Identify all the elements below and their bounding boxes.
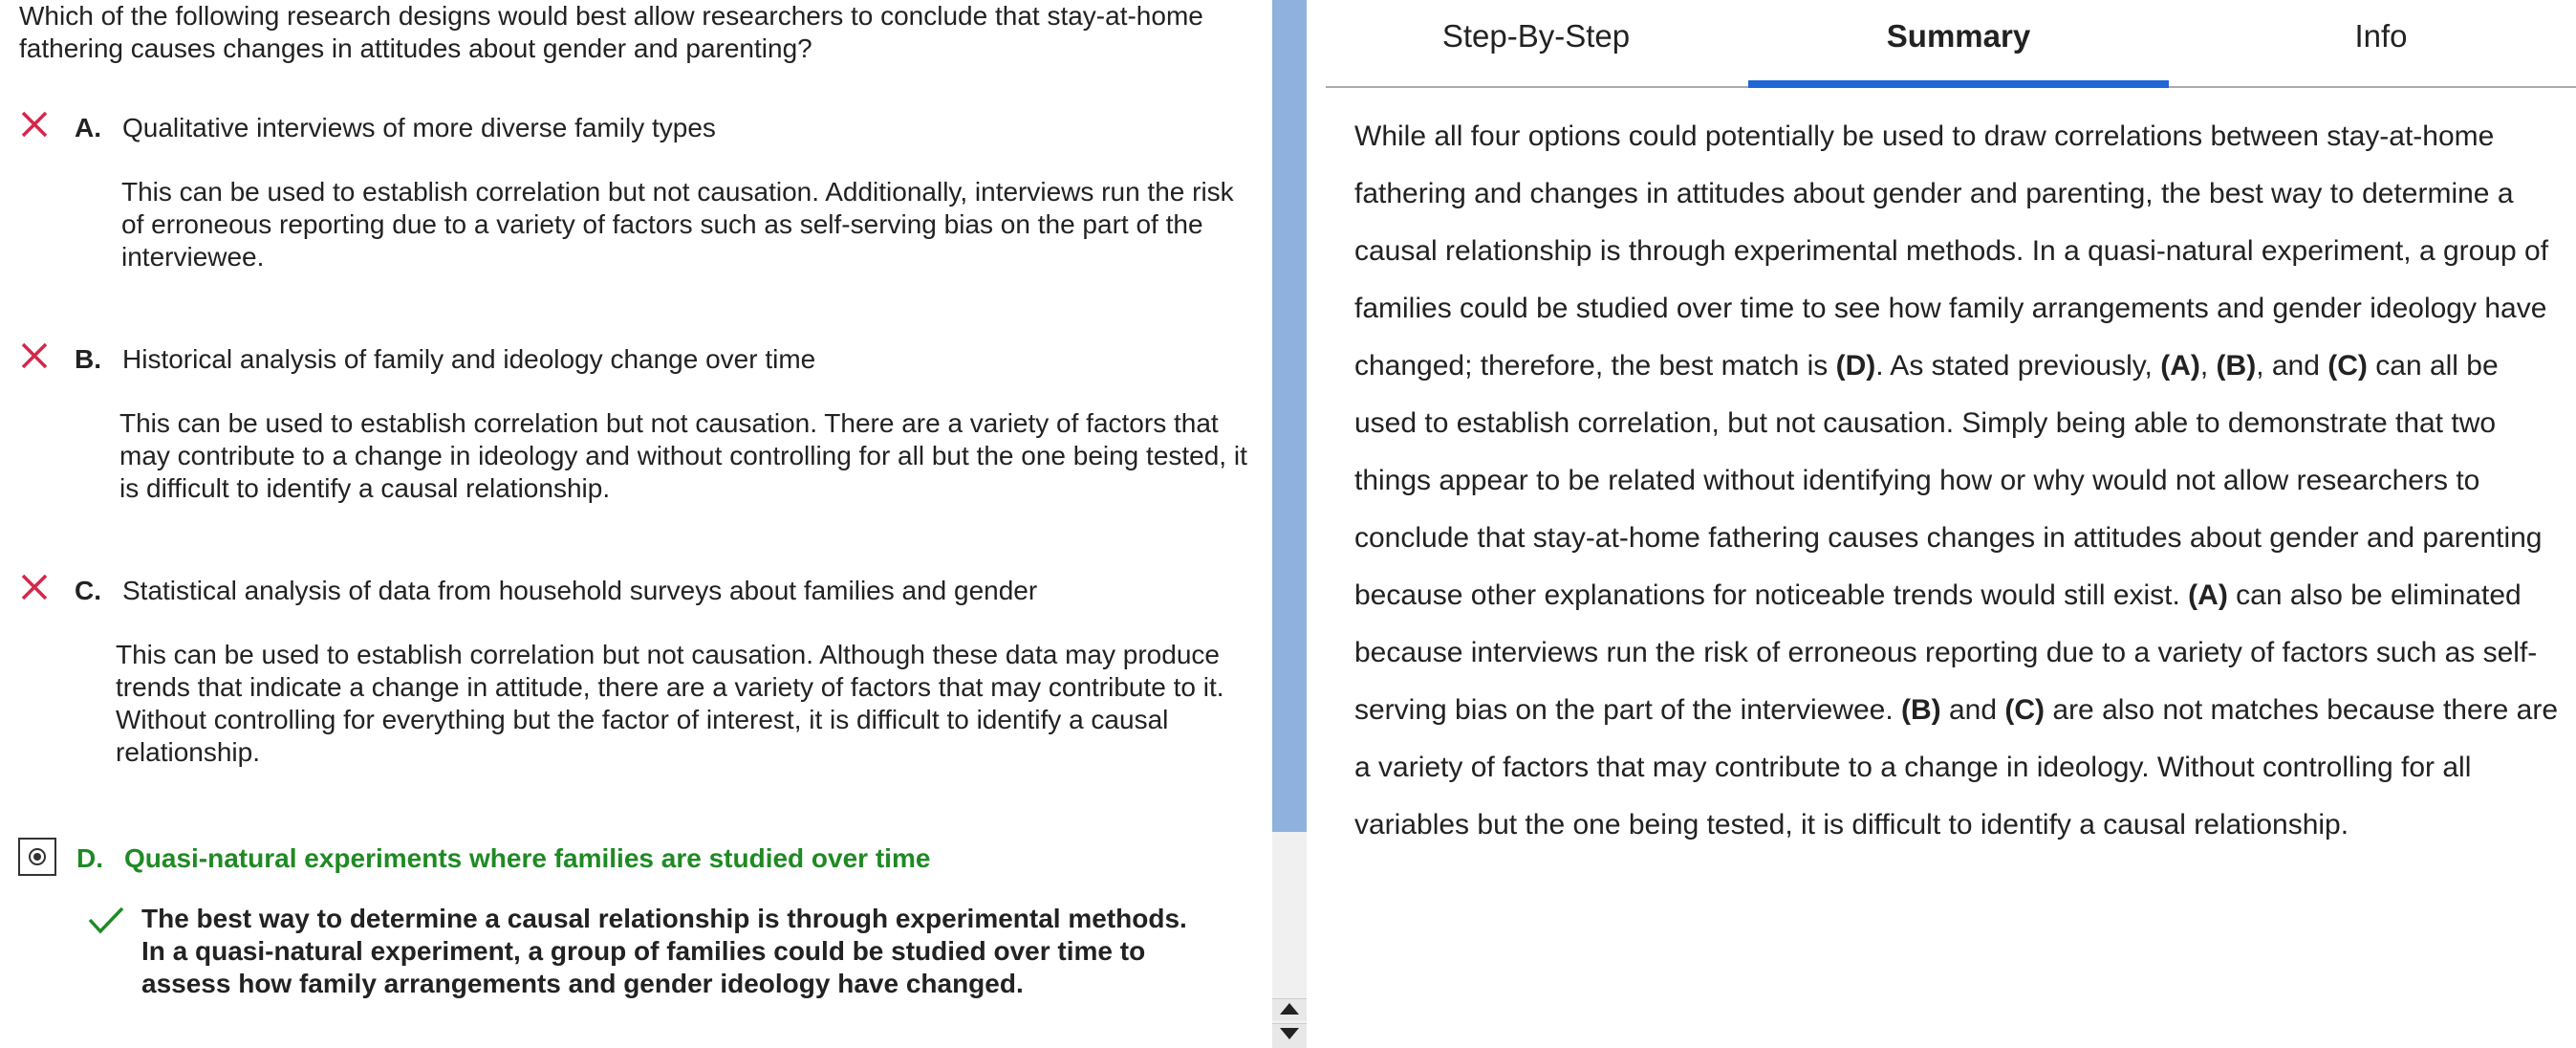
tab-summary[interactable]: Summary [1748,0,2169,86]
answer-ref: (A) [2188,579,2228,611]
summary-segment: , [2199,350,2217,382]
option-b-header[interactable] [0,338,1262,377]
option-letter: C. [75,576,101,605]
summary-segment: can also be eliminated because interviews run the risk of erroneous reporting due to a variety of factors such as self-serving bias on the part of the interviewee. [1354,579,2538,726]
close-x-icon [17,338,52,373]
option-letter: B. [75,344,101,374]
solution-panel [1307,0,2576,1047]
option-text: Historical analysis of family and ideology change over time [122,344,816,374]
close-x-icon [17,107,52,142]
scroll-up-button[interactable] [1272,998,1307,1020]
triangle-up-icon [1279,1002,1300,1015]
summary-segment: While all four options could potentially be used to draw correlations between stay-at-home fathering and changes in attitudes about gender and parenting, the best way to determine a causal relationship is through experimental methods. In a quasi-natural experiment, a group of families could be studied over time to see how family arrangements and gender ideology have changed; therefore, the best match is [1354,120,2549,382]
option-text: Quasi-natural experiments where families are studied over time [124,843,931,873]
answer-ref: (A) [2160,350,2200,382]
option-c-header[interactable] [0,570,1262,608]
scrollbar[interactable] [1272,0,1307,1047]
summary-segment: , and [2256,350,2328,382]
option-text: Qualitative interviews of more diverse family types [122,113,716,142]
question-panel [0,0,1271,1047]
summary-segment: can all be used to establish correlation, but not causation. Simply being able to demonstrate that two things appear to be related without identifying how or why would not allow researchers to conclude that stay-at-home fathering causes changes in attitudes about gender and parenting because other explanations for noticeable trends would still exist. [1354,350,2543,611]
answer-ref: (C) [2004,694,2046,726]
option-letter: A. [75,113,101,142]
answer-ref: (D) [1835,350,1876,382]
scroll-thumb[interactable] [1272,0,1307,832]
option-explanation: This can be used to establish correlation but not causation. There are a variety of factors that may contribute to a change in ideology and without controlling for all but the one being tested, it is difficult to identify a causal relationship. [119,408,1247,503]
tab-step-by-step[interactable]: Step-By-Step [1441,18,1631,54]
option-a-header[interactable] [0,107,1262,145]
scroll-down-button[interactable] [1272,1023,1307,1048]
tab-bar [1326,0,2576,88]
correct-explanation: The best way to determine a causal relationship is through experimental methods. In a quasi-natural experiment, a group of families could be studied over time to assess how family arrangements and gender ideology have changed. [141,904,1187,998]
answer-ref: (C) [2327,350,2368,382]
close-x-icon [17,570,52,604]
option-explanation: This can be used to establish correlation but not causation. Additionally, interviews run the risk of erroneous reporting due to a variety of factors such as self-serving bias on the part of the interviewee. [121,177,1234,272]
option-d-header[interactable] [0,838,1262,876]
option-text: Statistical analysis of data from household surveys about families and gender [122,576,1038,605]
checkmark-icon [86,903,126,937]
option-letter: D. [76,843,103,873]
answer-ref: (B) [2216,350,2257,382]
triangle-down-icon [1279,1027,1300,1040]
summary-segment: are also not matches because there are a variety of factors that may contribute to a change in ideology. Without controlling for all variables but the one being tested, it is difficult to identify a causal relationship. [1354,694,2559,841]
summary-text [1354,108,2568,854]
summary-segment: . As stated previously, [1875,350,2161,382]
option-explanation: This can be used to establish correlation but not causation. Although these data may produce trends that indicate a change in attitude, there are a variety of factors that may contribute to it. Without controlling for everything but the factor of interest, it is difficult to identify a causal relationship. [116,640,1224,767]
summary-segment: and [1940,694,2005,726]
question-text: Which of the following research designs would best allow researchers to conclude that stay-at-home fathering causes changes in attitudes about gender and parenting? [19,1,1203,63]
answer-ref: (B) [1901,694,1941,726]
radio-selected-icon[interactable] [18,838,56,876]
tab-info[interactable]: Info [2354,18,2408,54]
